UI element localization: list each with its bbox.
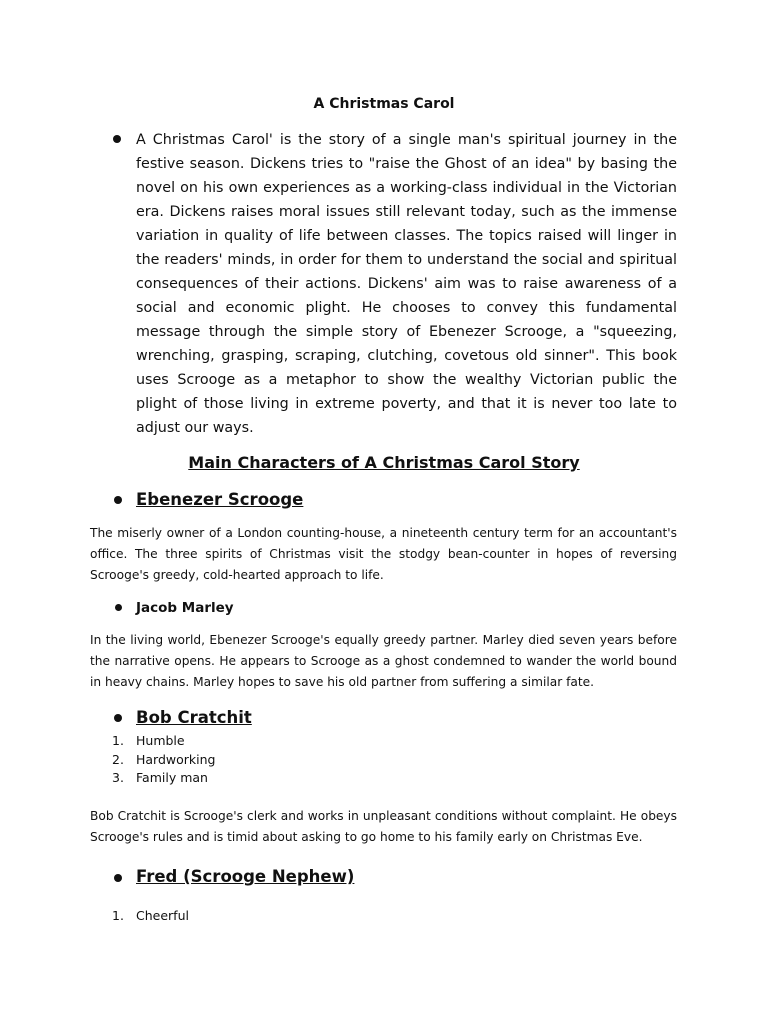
list-item-number: 1. <box>112 733 124 748</box>
character-description-bob-cratchit: Bob Cratchit is Scrooge's clerk and works in unpleasant conditions without complaint. He obeys Scrooge's rules and is timid about asking to go home to his family early on Christmas Eve. <box>90 809 677 844</box>
character-bullet-icon <box>115 604 122 611</box>
character-name-bob-cratchit: Bob Cratchit <box>136 708 252 727</box>
character-name-fred: Fred (Scrooge Nephew) <box>136 867 355 886</box>
list-item <box>112 769 216 788</box>
character-description-ebenezer-scrooge: The miserly owner of a London counting-house, a nineteenth century term for an accountant's office. The three spirits of Christmas visit the stodgy bean-counter in hopes of reversing Scrooge's greedy, cold-hearted approach to life. <box>90 526 677 582</box>
list-item-text: Humble <box>136 733 185 748</box>
character-bullet-icon <box>114 496 122 504</box>
character-name-ebenezer-scrooge: Ebenezer Scrooge <box>136 490 304 509</box>
character-bullet-icon <box>114 714 122 722</box>
list-item-text: Hardworking <box>136 751 216 767</box>
list-item <box>112 732 216 751</box>
section-heading: Main Characters of A Christmas Carol Story <box>188 453 580 472</box>
traits-list-bob-cratchit <box>112 732 216 788</box>
character-bullet-icon <box>114 874 122 882</box>
list-item-text: Family man <box>136 770 208 785</box>
list-item-number: 3. <box>112 770 124 785</box>
character-name-jacob-marley: Jacob Marley <box>136 600 234 616</box>
intro-paragraph: A Christmas Carol' is the story of a single man's spiritual journey in the festive season. Dickens tries to "raise the Ghost of an idea" by basing the novel on his own experiences as a working-class individual in the Victorian era. Dickens raises moral issues still relevant today, such as the immense variation in quality of life between classes. The topics raised will linger in the readers' minds, in order for them to understand the social and spiritual consequences of their actions. Dickens' aim was to raise awareness of a social and economic plight. He chooses to convey this fundamental message through the simple story of Ebenezer Scrooge, a "squeezing, wrenching, grasping, scraping, clutching, covetous old sinner". This book uses Scrooge as a metaphor to show the wealthy Victorian public the plight of those living in extreme poverty, and that it is never too late to adjust our ways. <box>136 132 677 436</box>
intro-bullet-icon <box>113 135 121 143</box>
list-item-text: Cheerful <box>136 908 189 923</box>
document-title: A Christmas Carol <box>313 96 455 112</box>
list-item <box>112 907 189 926</box>
list-item <box>112 751 216 770</box>
character-description-jacob-marley: In the living world, Ebenezer Scrooge's equally greedy partner. Marley died seven years before the narrative opens. He appears to Scrooge as a ghost condemned to wander the world bound in heavy chains. Marley hopes to save his old partner from suffering a similar fate. <box>90 633 677 689</box>
traits-list-fred <box>112 907 189 926</box>
list-item-number: 1. <box>112 908 124 923</box>
list-item-number: 2. <box>112 751 124 767</box>
